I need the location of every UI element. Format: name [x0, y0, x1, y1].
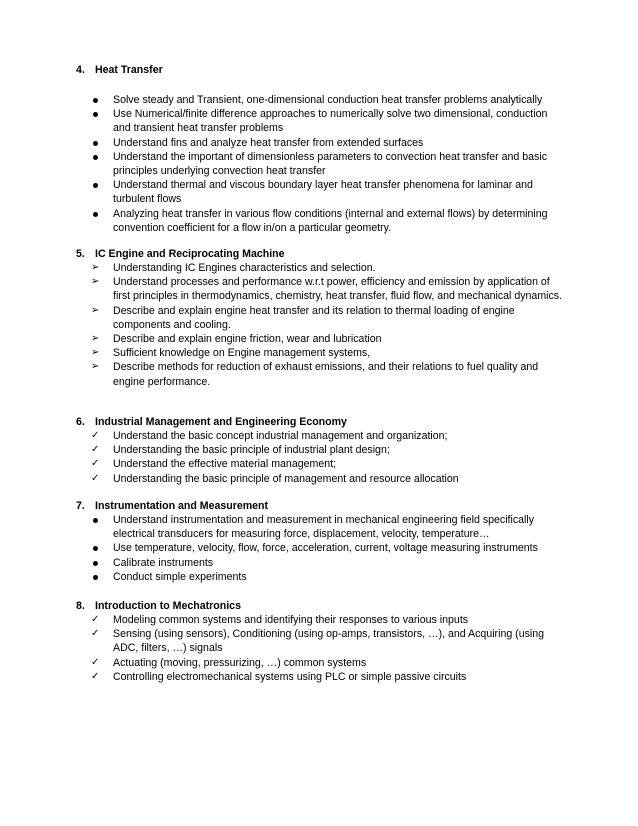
list-item: Use Numerical/finite difference approaches to numerically solve two dimensional, conduction and transient heat transfer problems — [76, 107, 565, 135]
list-item: Understand instrumentation and measurement in mechanical engineering field specifically electrical transducers for measuring force, displacement, velocity, temperature… — [76, 513, 565, 541]
list-item: Conduct simple experiments — [76, 570, 565, 584]
section-number: 8. — [76, 600, 85, 612]
list-item: Use temperature, velocity, flow, force, acceleration, current, voltage measuring instruments — [76, 541, 565, 555]
list-item: ➢ Describe and explain engine friction, wear and lubrication — [91, 333, 382, 346]
arrow-icon: ➢ — [91, 304, 100, 316]
list-item: ➢ Sufficient knowledge on Engine management systems, — [91, 347, 371, 360]
arrow-icon: ➢ — [91, 333, 100, 345]
section-title: Instrumentation and Measurement — [95, 500, 269, 512]
objective-list — [76, 261, 566, 389]
objective-list — [76, 513, 566, 584]
bullet-icon — [93, 518, 98, 523]
list-item: ✓ Sensing (using sensors), Conditioning (using op-amps, transistors, …), and Acquiring (using ADC, filters, …) signals — [91, 628, 545, 655]
section-title: IC Engine and Reciprocating Machine — [95, 248, 285, 260]
checkmark-icon: ✓ — [91, 430, 100, 441]
bullet-icon — [93, 98, 98, 103]
arrow-icon: ➢ — [91, 262, 100, 273]
section-heading — [76, 247, 566, 261]
list-item: Analyzing heat transfer in various flow conditions (internal and external flows) by determining convention coefficient for a flow in/on a particular geometry. — [76, 207, 565, 235]
section-industrial-management — [76, 415, 566, 486]
section-mechatronics — [76, 599, 566, 684]
arrow-icon: ➢ — [91, 276, 100, 288]
checkmark-icon: ✓ — [91, 472, 100, 484]
section-heading — [76, 599, 566, 613]
list-item: ✓ Understanding the basic principle of management and resource allocation — [91, 472, 459, 485]
list-item: ➢ Understanding IC Engines characteristics and selection. — [91, 262, 376, 274]
bullet-icon — [93, 183, 98, 188]
section-heading — [76, 63, 566, 77]
bullet-icon — [93, 575, 98, 580]
bullet-icon — [93, 112, 98, 117]
list-item: Understand the important of dimensionless parameters to convection heat transfer and basic principles underlying convection heat transfer — [76, 150, 565, 178]
list-item: ✓ Understanding the basic principle of industrial plant design; — [91, 444, 390, 457]
list-item: ✓ Modeling common systems and identifying their responses to various inputs — [91, 614, 469, 626]
objective-list — [76, 429, 566, 486]
bullet-icon — [93, 546, 98, 551]
objective-list — [76, 613, 566, 684]
checkmark-icon: ✓ — [91, 614, 100, 625]
list-item: Solve steady and Transient, one-dimensional conduction heat transfer problems analytically — [76, 93, 565, 107]
checkmark-icon: ✓ — [91, 458, 100, 470]
section-number: 6. — [76, 416, 85, 428]
arrow-icon: ➢ — [91, 347, 100, 359]
list-item: ➢ Describe methods for reduction of exhaust emissions, and their relations to fuel quality and engine performance. — [91, 361, 539, 388]
section-number: 7. — [76, 500, 85, 512]
arrow-icon: ➢ — [91, 361, 100, 373]
section-title: Introduction to Mechatronics — [95, 600, 241, 612]
checkmark-icon: ✓ — [91, 656, 100, 668]
checkmark-icon: ✓ — [91, 628, 100, 640]
list-item: ✓ Understand the effective material management; — [91, 458, 336, 471]
list-item: ➢ Understand processes and performance w.r.t power, efficiency and emission by application of first principles in thermodynamics, chemistry, heat transfer, fluid flow, and mechanical dynamics. — [91, 276, 563, 303]
list-item: ➢ Describe and explain engine heat transfer and its relation to thermal loading of engine components and cooling. — [91, 304, 515, 331]
section-heading — [76, 415, 566, 429]
section-number: 4. — [76, 64, 85, 76]
section-instrumentation — [76, 499, 566, 584]
section-ic-engine — [76, 247, 566, 389]
list-item: ✓ Controlling electromechanical systems using PLC or simple passive circuits — [91, 670, 467, 683]
bullet-icon — [93, 212, 98, 217]
section-title: Industrial Management and Engineering Economy — [95, 416, 347, 428]
bullet-icon — [93, 561, 98, 566]
section-title: Heat Transfer — [95, 64, 163, 76]
list-item: Calibrate instruments — [76, 556, 565, 570]
section-heading — [76, 499, 566, 513]
bullet-icon — [93, 141, 98, 146]
section-heat-transfer — [76, 63, 566, 235]
list-item: ✓ Actuating (moving, pressurizing, …) common systems — [91, 656, 367, 669]
objective-list — [76, 93, 566, 235]
bullet-icon — [93, 155, 98, 160]
section-number: 5. — [76, 248, 85, 260]
checkmark-icon: ✓ — [91, 670, 100, 682]
list-item: ✓ Understand the basic concept industrial management and organization; — [91, 430, 448, 442]
list-item: Understand fins and analyze heat transfer from extended surfaces — [76, 136, 565, 150]
list-item: Understand thermal and viscous boundary layer heat transfer phenomena for laminar and turbulent flows — [76, 178, 565, 206]
checkmark-icon: ✓ — [91, 444, 100, 456]
